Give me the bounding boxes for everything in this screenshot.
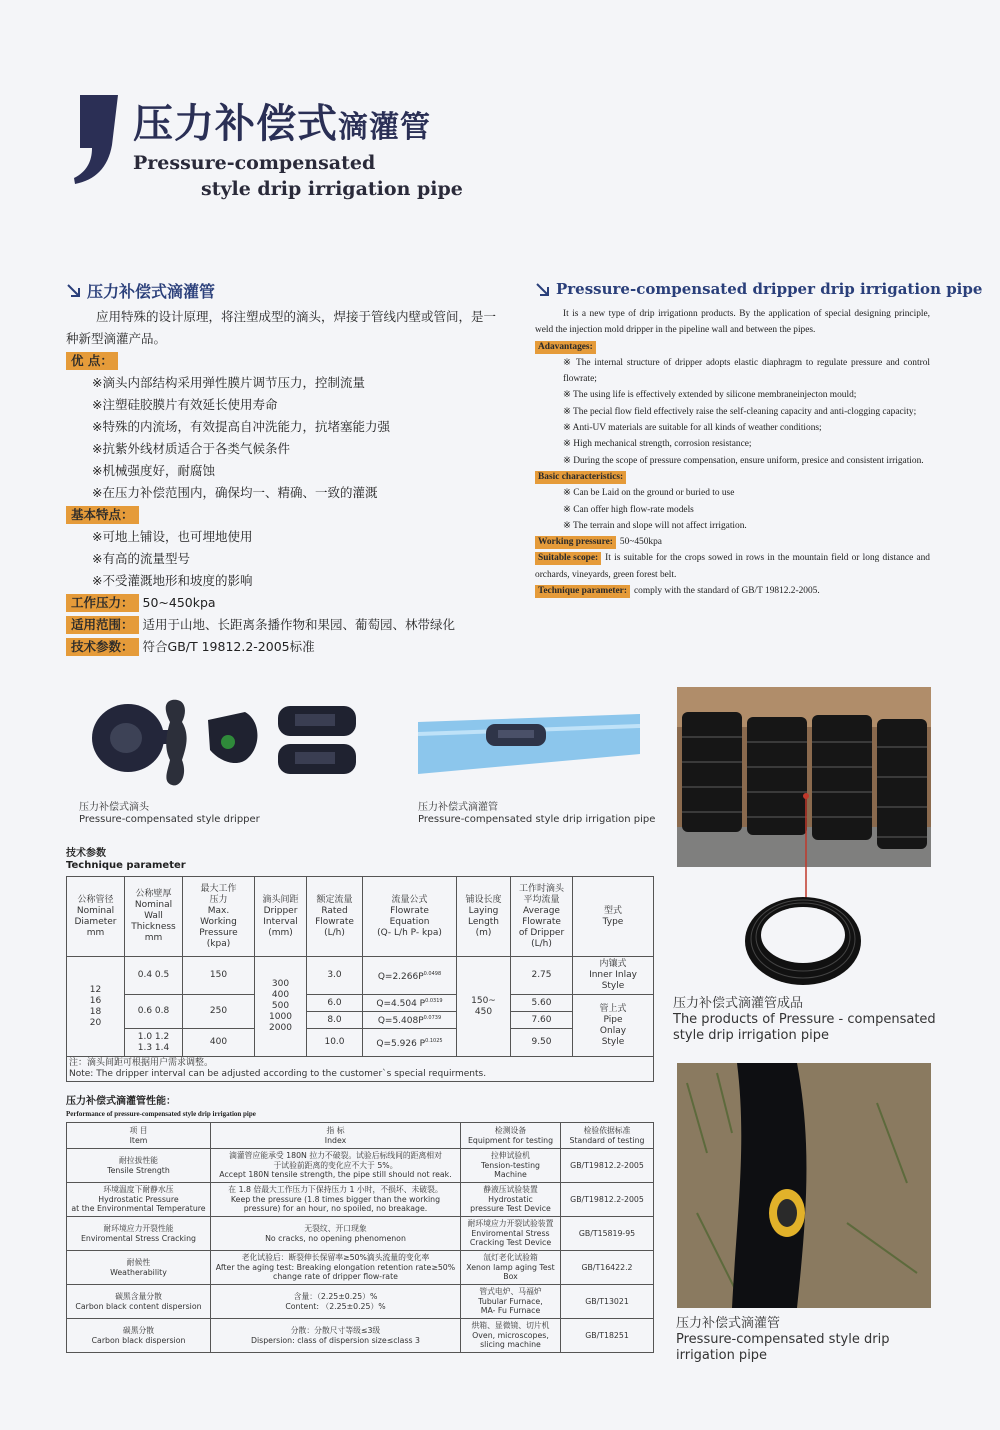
en-advantages-list: [535, 355, 930, 469]
table-cell: 拉伸试验机 Tension-testing Machine: [461, 1149, 561, 1183]
table-cell: Q=4.504 $P^{0.0319}$: [363, 995, 457, 1012]
table-cell: 碳黑含量分散 Carbon black content dispersion: [67, 1285, 211, 1319]
table-cell: 耐环境应力开裂试验装置 Enviromental Stress Cracking Test Device: [461, 1217, 561, 1251]
en-pressure-label: Working pressure:: [535, 536, 616, 549]
table-cell: 在 1.8 倍最大工作压力下保持压力 1 小时，不损坏、未破裂。 Keep the pressure (1.8 times bigger than the working pressure) for an hour, no spoiled, no breakage.: [211, 1183, 461, 1217]
table-cell: 7.60: [511, 1012, 573, 1029]
en-param-label: Technique parameter:: [535, 585, 630, 598]
table-cell: 耐拉拔性能 Tensile Strength: [67, 1149, 211, 1183]
cn-intro: 应用特殊的设计原理，将注塑成型的滴头，焊接于管线内壁或管间，是一种新型滴灌产品。: [66, 309, 497, 346]
arrow-down-right-icon: [535, 282, 550, 297]
table-row: [67, 1149, 654, 1183]
col-header: 流量公式 Flowrate Equation (Q- L/h P- kpa): [363, 877, 457, 957]
table-cell: 8.0: [307, 1012, 363, 1029]
table-cell: 管式电炉、马福炉 Tubular Furnace, MA- Fu Furnace: [461, 1285, 561, 1319]
table-cell: 1.0 1.2 1.3 1.4: [125, 1029, 183, 1057]
table-cell: GB/T19812.2-2005: [561, 1149, 654, 1183]
table-row: [67, 1029, 654, 1057]
en-basic-list: [535, 485, 930, 534]
table-cell: 0.4 0.5: [125, 957, 183, 995]
list-item: ※可地上铺设，也可埋地使用: [92, 529, 253, 544]
products-caption: 压力补偿式滴灌管成品 The products of Pressure - compensated style drip irrigation pipe: [673, 996, 936, 1043]
table-row: [67, 957, 654, 995]
table-row: [67, 1251, 654, 1285]
col-header: 项 目 Item: [67, 1123, 211, 1149]
en-advantages-label: Adavantages:: [535, 341, 596, 354]
cn-section-heading: 压力补偿式滴灌管: [66, 279, 215, 302]
table-cell: 2.75: [511, 957, 573, 995]
table-cell: GB/T13021: [561, 1285, 654, 1319]
table-row: [67, 1319, 654, 1353]
table-cell: 12 16 18 20: [67, 957, 125, 1057]
table-cell: 150: [183, 957, 255, 995]
cn-param-label: 技术参数：: [66, 638, 139, 656]
cn-scope-value: 适用于山地、长距离条播作物和果园、葡萄园、林带绿化: [142, 617, 456, 632]
en-scope-label: Suitable scope:: [535, 552, 601, 565]
arrow-down-right-icon: [66, 283, 81, 298]
dripper-product-image: [90, 690, 370, 795]
table-row: [67, 1217, 654, 1251]
list-item: ※ High mechanical strength, corrosion resistance;: [563, 439, 752, 450]
list-item: ※ During the scope of pressure compensation, ensure uniform, presice and consistent irrigation.: [563, 455, 924, 466]
en-section-heading: Pressure-compensated dripper drip irrigation pipe: [535, 280, 982, 298]
table-cell: 9.50: [511, 1029, 573, 1057]
table-cell: 环境温度下耐静水压 Hydrostatic Pressure at the Environmental Temperature: [67, 1183, 211, 1217]
table-cell: 0.6 0.8: [125, 995, 183, 1029]
list-item: ※ Can be Laid on the ground or buried to use: [563, 488, 735, 499]
list-item: ※ Anti-UV materials are suitable for all kinds of weather conditions;: [563, 423, 822, 434]
list-item: ※不受灌溉地形和坡度的影响: [92, 573, 253, 588]
table-cell: 6.0: [307, 995, 363, 1012]
en-section-body: [535, 306, 930, 599]
col-header: 公称管径 Nominal Diameter mm: [67, 877, 125, 957]
list-item: ※滴头内部结构采用弹性膜片调节压力，控制流量: [92, 375, 365, 390]
cn-scope-label: 适用范围：: [66, 616, 139, 634]
table-note: 注：滴头间距可根据用户需求调整。 Note: The dripper interval can be adjusted according to the customer`s special requirments.: [67, 1057, 654, 1082]
col-header: 铺设长度 Laying Length (m): [457, 877, 511, 957]
pipe-coil-image: [743, 893, 863, 988]
list-item: ※注塑硅胶膜片有效延长使用寿命: [92, 397, 278, 412]
col-header: 工作时滴头 平均流量 Average Flowrate of Dripper (L/h): [511, 877, 573, 957]
en-intro: It is a new type of drip irrigationn products. By the application of special designing principle, weld the injection mold dripper in the pipeline wall and between the pipes.: [535, 309, 930, 336]
table-row: [67, 1285, 654, 1319]
dripper-caption: 压力补偿式滴头 Pressure-compensated style dripper: [79, 802, 260, 825]
field-photo: [677, 1063, 931, 1308]
title-en-line1: Pressure-compensated: [133, 152, 376, 174]
table-cell: 无裂纹、开口现象 No cracks, no opening phenomenon: [211, 1217, 461, 1251]
table-cell: GB/T19812.2-2005: [561, 1183, 654, 1217]
col-header: 滴头间距 Dripper Interval (mm): [255, 877, 307, 957]
col-header: 检验依据标准 Standard of testing: [561, 1123, 654, 1149]
cn-basic-label: 基本特点：: [66, 506, 139, 524]
table-cell: 碳黑分散 Carbon black dispersion: [67, 1319, 211, 1353]
col-header: 最大工作 压力 Max. Working Pressure (kpa): [183, 877, 255, 957]
table-cell: $Q=2.266P^{0.0498}$: [363, 957, 457, 995]
table-note-row: [67, 1057, 654, 1082]
table-cell: GB/T18251: [561, 1319, 654, 1353]
list-item: ※ The using life is effectively extended by silicone membraneinjecton mould;: [563, 390, 857, 401]
tech-param-table: [66, 876, 654, 1082]
table-cell: 老化试验后：断裂伸长保留率≥50%滴头流量的变化率 After the aging test: Breaking elongation retention rate≥50% change rate of dripper flow-rate: [211, 1251, 461, 1285]
list-item: ※有高的流量型号: [92, 551, 190, 566]
table-cell: GB/T15819-95: [561, 1217, 654, 1251]
cn-advantages-label: 优 点：: [66, 352, 118, 370]
title-en-line2: style drip irrigation pipe: [201, 178, 463, 200]
table-cell: 300 400 500 1000 2000: [255, 957, 307, 1057]
table-cell: 耐环境应力开裂性能 Enviromental Stress Cracking: [67, 1217, 211, 1251]
list-item: ※抗紫外线材质适合于各类气候条件: [92, 441, 290, 456]
en-param-value: comply with the standard of GB/T 19812.2-2005.: [633, 586, 820, 597]
cn-pressure-value: 50~450kpa: [142, 595, 216, 610]
cn-pressure-label: 工作压力：: [66, 594, 139, 612]
performance-table: [66, 1122, 654, 1353]
list-item: ※机械强度好，耐腐蚀: [92, 463, 215, 478]
table-cell: GB/T16422.2: [561, 1251, 654, 1285]
list-item: ※特殊的内流场，有效提高自冲洗能力，抗堵塞能力强: [92, 419, 390, 434]
pipe-product-image: [418, 712, 640, 774]
perf-header-row: [67, 1123, 654, 1149]
cn-basic-list: [66, 526, 506, 592]
tech-table-title: 技术参数 Technique parameter: [66, 848, 186, 871]
table-cell: 250: [183, 995, 255, 1029]
table-cell: 滴灌管应能承受 180N 拉力不破裂。试验后标线间的距离相对 于试验前距离的变化应不大于 5%。 Accept 180N tensile strength, the pipe still should not reak.: [211, 1149, 461, 1183]
connector-line: [800, 790, 812, 900]
page-title-cn: 压力补偿式滴灌管: [133, 100, 431, 147]
col-header: 指 标 Index: [211, 1123, 461, 1149]
table-cell: Q=5.926 $P^{0.1025}$: [363, 1029, 457, 1057]
table-row: [67, 995, 654, 1012]
tech-table-header-row: [67, 877, 654, 957]
cn-advantages-list: [66, 372, 506, 504]
cn-section-body: [66, 306, 506, 658]
en-scope-value: It is suitable for the crops sowed in rows in the mountain field or long distance and orchards, vineyards, green forest belt.: [535, 553, 930, 580]
list-item: ※ The terrain and slope will not affect irrigation.: [563, 520, 747, 531]
list-item: ※在压力补偿范围内，确保均一、精确、一致的灌溉: [92, 485, 378, 500]
list-item: ※ The internal structure of dripper adopts elastic diaphragm to regulate pressure and control flowrate;: [563, 357, 930, 385]
table-cell: 烘箱、显微镜、切片机 Oven, microscopes, slicing machine: [461, 1319, 561, 1353]
cn-param-value: 符合GB/T 19812.2-2005标准: [142, 639, 315, 654]
table-row: [67, 1183, 654, 1217]
table-cell: 耐候性 Weatherability: [67, 1251, 211, 1285]
table-cell: $Q=5.408P^{0.0739}$: [363, 1012, 457, 1029]
table-cell: 5.60: [511, 995, 573, 1012]
table-cell: 含量：（2.25±0.25）% Content: （2.25±0.25）%: [211, 1285, 461, 1319]
list-item: ※ The pecial flow field effectively raise the self-cleaning capacity and anti-clogging capacity;: [563, 406, 917, 417]
col-header: 型式 Type: [573, 877, 654, 957]
table-cell: 氙灯老化试验箱 Xenon lamp aging Test Box: [461, 1251, 561, 1285]
table-cell: 管上式 Pipe Onlay Style: [573, 995, 654, 1057]
col-header: 检测设备 Equipment for testing: [461, 1123, 561, 1149]
comma-logo-icon: [70, 90, 120, 185]
col-header: 额定流量 Rated Flowrate (L/h): [307, 877, 363, 957]
table-cell: 3.0: [307, 957, 363, 995]
en-pressure-value: 50~450kpa: [619, 537, 662, 548]
perf-table-title: 压力补偿式滴灌管性能： Performance of pressure-compensated style drip irrigation pipe: [66, 1096, 256, 1118]
list-item: ※ Can offer high flow-rate models: [563, 504, 694, 515]
field-caption: 压力补偿式滴灌管 Pressure-compensated style drip irrigation pipe: [676, 1316, 890, 1363]
table-cell: 400: [183, 1029, 255, 1057]
table-cell: 150~ 450: [457, 957, 511, 1057]
page-title-en: [133, 150, 463, 202]
table-cell: 静液压试验装置 Hydrostatic pressure Test Device: [461, 1183, 561, 1217]
col-header: 公称壁厚 Nominal Wall Thickness mm: [125, 877, 183, 957]
table-cell: 分散：分散尺寸等级≤3级 Dispersion: class of dispersion size≤class 3: [211, 1319, 461, 1353]
pipe-caption: 压力补偿式滴灌管 Pressure-compensated style drip irrigation pipe: [418, 802, 656, 825]
table-cell: 10.0: [307, 1029, 363, 1057]
table-cell: 内镶式 Inner Inlay Style: [573, 957, 654, 995]
en-basic-label: Basic characteristics:: [535, 471, 626, 484]
